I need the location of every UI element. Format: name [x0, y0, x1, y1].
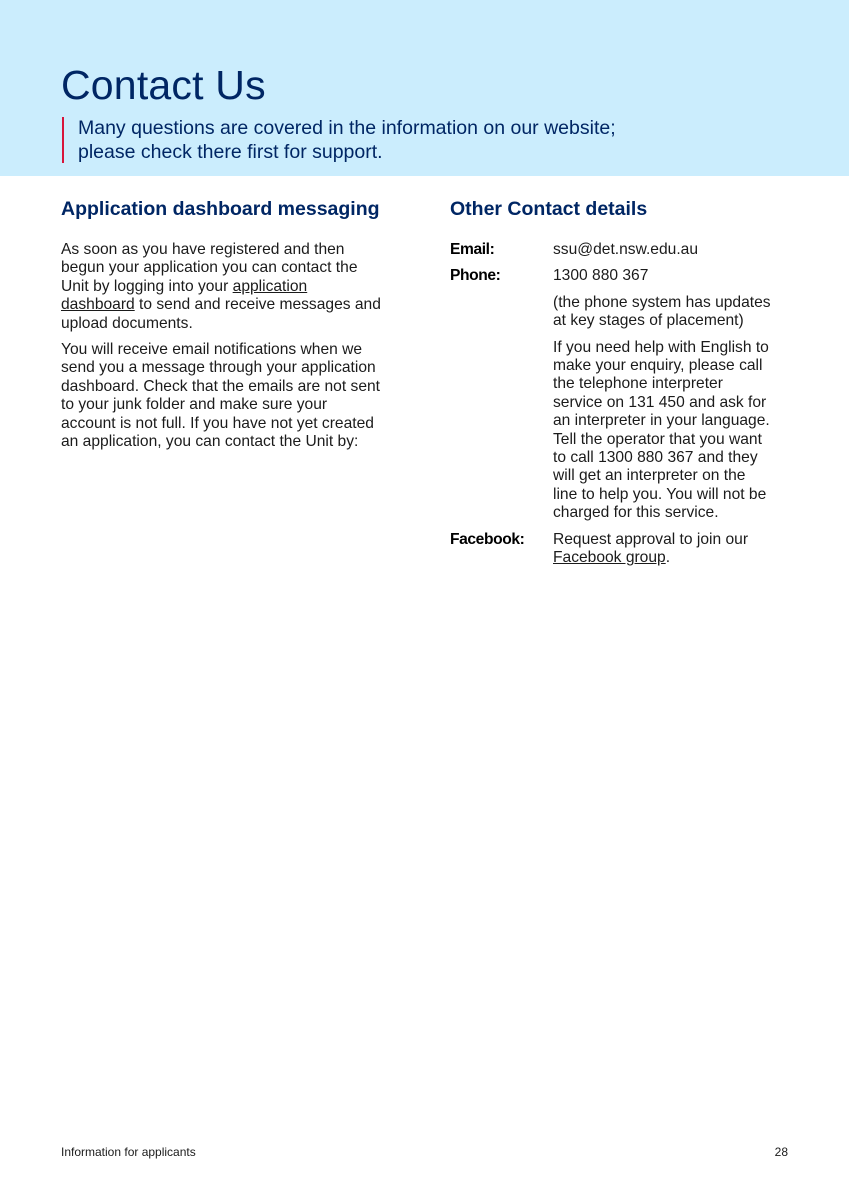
phone-row	[450, 267, 790, 285]
dashboard-messaging-section	[61, 196, 401, 459]
phone-label: Phone:	[450, 267, 501, 285]
facebook-label: Facebook:	[450, 530, 525, 548]
interpreter-row	[450, 339, 790, 523]
email-label: Email:	[450, 241, 495, 258]
application-dashboard-link[interactable]: application	[232, 277, 308, 295]
facebook-group-link[interactable]: Facebook group	[553, 549, 666, 567]
phone-value: 1300 880 367	[553, 267, 649, 285]
dashboard-paragraph: As soon as you have registered and then begun your application you can contact the Unit by logging into your application dashboard to send and receive messages and upload documents.	[61, 241, 381, 332]
intro-line: please check there first for support.	[78, 140, 383, 163]
interpreter-info: If you need help with English to make your enquiry, please call the telephone interpreter service on 131 450 and ask for an interpreter in your language. Tell the operator that you want to call 1300 880 367 and they will get an interpreter on the line to help you. You will not be charged for this service.	[553, 338, 770, 522]
phone-note: (the phone system has updates at key stages of placement)	[553, 293, 771, 330]
page-title: Contact Us	[61, 62, 266, 108]
page-number: 28	[774, 1145, 788, 1159]
section-heading: Other Contact details	[450, 198, 648, 220]
email-value: ssu@det.nsw.edu.au	[553, 241, 699, 258]
phone-note-row	[450, 294, 790, 331]
facebook-row	[450, 531, 790, 568]
intro-line: Many questions are covered in the information on our website;	[78, 117, 616, 139]
notifications-paragraph: You will receive email notifications when we send you a message through your application dashboard. Check that the emails are not sent to your junk folder and make sure your account is not full. If you have not yet created an application, you can contact the Unit by:	[61, 341, 380, 451]
email-row	[450, 241, 790, 259]
header-banner	[0, 0, 849, 176]
application-dashboard-link-cont[interactable]: dashboard	[61, 296, 135, 314]
intro-callout	[62, 117, 718, 163]
contact-details-section	[450, 196, 790, 576]
section-heading: Application dashboard messaging	[61, 198, 380, 220]
footer-document-title: Information for applicants	[61, 1145, 196, 1159]
facebook-value: Request approval to join our Facebook group.	[553, 530, 749, 567]
